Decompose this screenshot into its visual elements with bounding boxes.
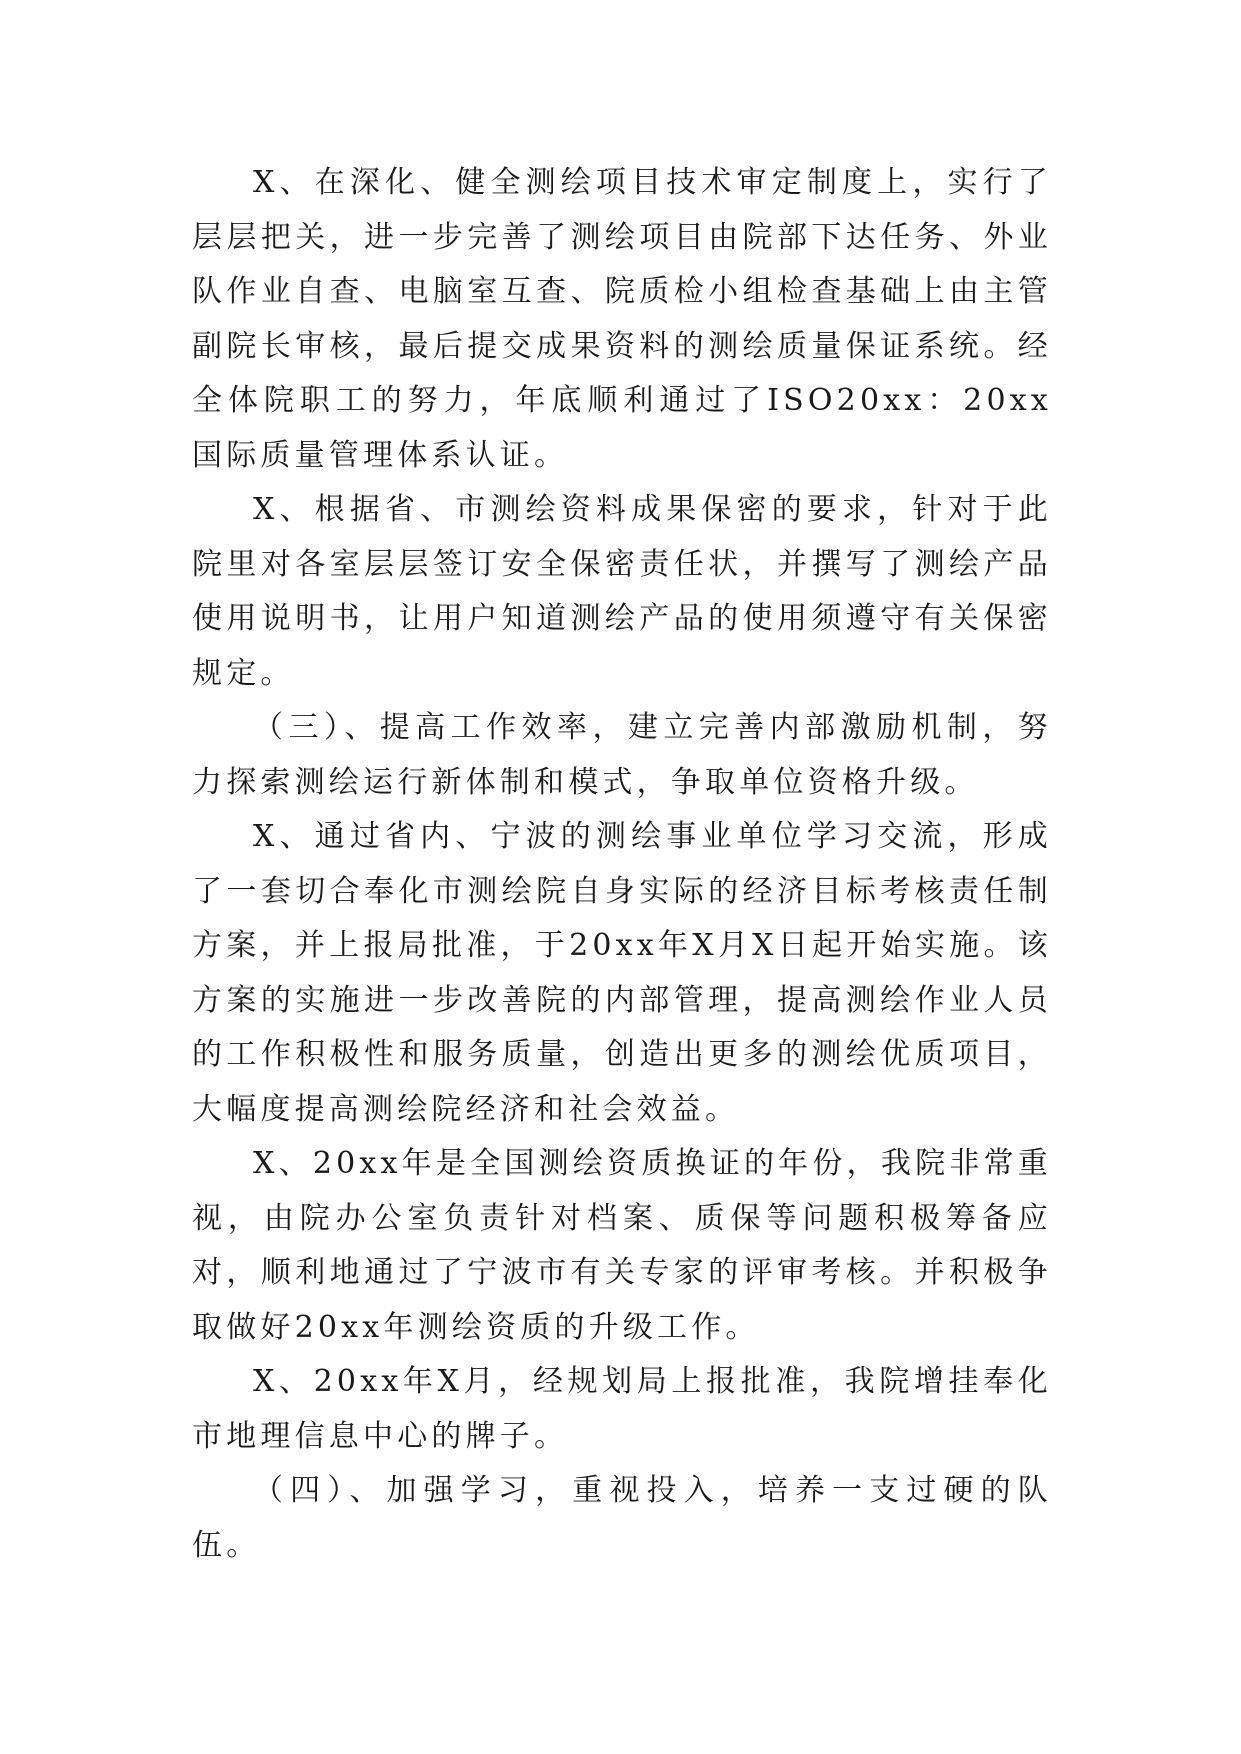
paragraph-geo-info-center: X、20xx年X月，经规划局上报批准，我院增挂奉化市地理信息中心的牌子。 (192, 1364, 1052, 1454)
paragraph-confidentiality: X、根据省、市测绘资料成果保密的要求，针对于此院里对各室层层签订安全保密责任状，并撰写了测绘产品使用说明书，让用户知道测绘产品的使用须遵守有关保密规定。 (192, 492, 1052, 691)
section-heading-4: （四）、加强学习，重视投入，培养一支过硬的队伍。 (192, 1473, 1052, 1563)
paragraph-assessment-plan: X、通过省内、宁波的测绘事业单位学习交流，形成了一套切合奉化市测绘院自身实际的经济目标考核责任制方案，并上报局批准，于20xx年X月X日起开始实施。该方案的实施进一步改善院的内部管理，提高测绘作业人员的工作积极性和服务质量，创造出更多的测绘优质项目，大幅度提高测绘院经济和社会效益。 (192, 819, 1052, 1127)
document-body (192, 156, 1052, 1573)
paragraph-quality-review: X、在深化、健全测绘项目技术审定制度上，实行了层层把关，进一步完善了测绘项目由院部下达任务、外业队作业自查、电脑室互查、院质检小组检查基础上由主管副院长审核，最后提交成果资料的测绘质量保证系统。经全体院职工的努力，年底顺利通过了ISO20xx：20xx国际质量管理体系认证。 (192, 165, 1052, 473)
section-heading-3: （三）、提高工作效率，建立完善内部激励机制，努力探索测绘运行新体制和模式，争取单位资格升级。 (192, 710, 1052, 800)
paragraph-qualification-renewal: X、20xx年是全国测绘资质换证的年份，我院非常重视，由院办公室负责针对档案、质保等问题积极筹备应对，顺利地通过了宁波市有关专家的评审考核。并积极争取做好20xx年测绘资质的升级工作。 (192, 1146, 1052, 1345)
